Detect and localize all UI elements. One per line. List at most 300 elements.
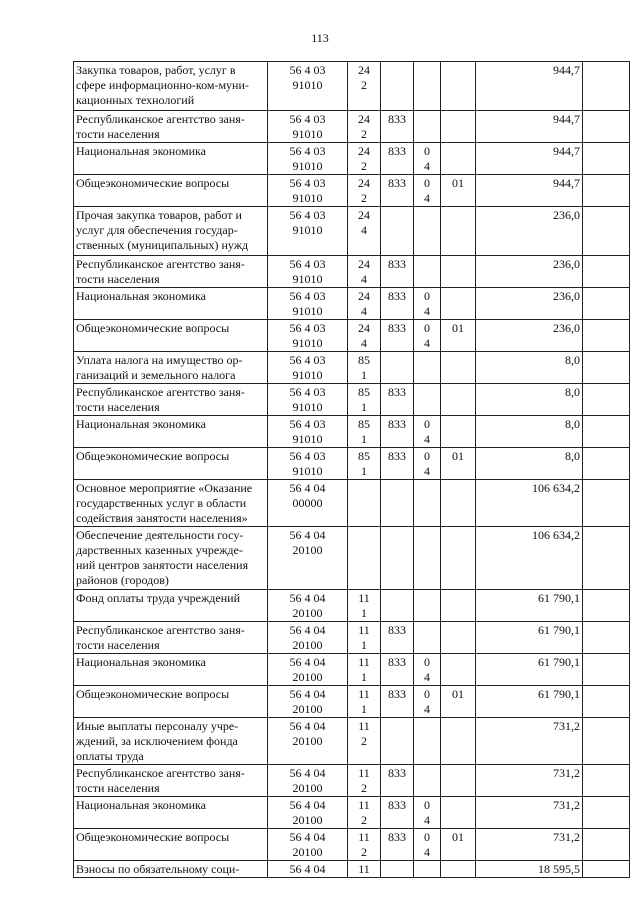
row-empty-cell (583, 207, 630, 256)
vr-line: 2 (361, 845, 367, 859)
row-grbs-cell (381, 718, 414, 765)
code-line: 56 4 03 (289, 449, 326, 463)
row-name-cell (74, 288, 268, 320)
code-line: 20100 (292, 845, 323, 859)
row-empty-cell (583, 256, 630, 288)
row-empty-cell (583, 797, 630, 829)
vr-line: 85 (358, 449, 370, 463)
row-empty-cell (583, 416, 630, 448)
rz-line: 4 (424, 191, 430, 205)
row-code-cell (268, 143, 348, 175)
row-sum-cell (476, 480, 583, 527)
code-line: 56 4 04 (289, 766, 326, 780)
code-line: 56 4 03 (289, 176, 326, 190)
name-line: дарственных казенных учрежде- (76, 543, 243, 557)
table-row (74, 320, 630, 352)
vr-line: 4 (361, 304, 367, 318)
code-line: 20100 (292, 606, 323, 620)
sum-value: 236,0 (553, 208, 580, 222)
row-vr-cell (348, 384, 381, 416)
row-vr-cell (348, 527, 381, 590)
grbs-value: 833 (388, 112, 406, 126)
row-grbs-cell (381, 686, 414, 718)
vr-line: 1 (361, 368, 367, 382)
row-code-cell (268, 654, 348, 686)
code-line: 91010 (292, 159, 323, 173)
name-line: ственных (муниципальных) нужд (76, 238, 249, 252)
row-vr-cell (348, 765, 381, 797)
row-code-cell (268, 829, 348, 861)
row-pr-cell (441, 718, 476, 765)
row-empty-cell (583, 590, 630, 622)
row-code-cell (268, 448, 348, 480)
row-rz-cell (414, 622, 441, 654)
row-grbs-cell (381, 590, 414, 622)
row-name-cell (74, 622, 268, 654)
name-line: Национальная экономика (76, 144, 206, 158)
row-code-cell (268, 207, 348, 256)
code-line: 91010 (292, 336, 323, 350)
name-line: тости населения (76, 781, 160, 795)
row-empty-cell (583, 686, 630, 718)
name-line: Республиканское агентство заня- (76, 766, 245, 780)
row-rz-cell (414, 207, 441, 256)
vr-line: 2 (361, 813, 367, 827)
sum-value: 61 790,1 (538, 623, 580, 637)
row-pr-cell (441, 829, 476, 861)
row-empty-cell (583, 111, 630, 143)
code-line: 56 4 03 (289, 321, 326, 335)
grbs-value: 833 (388, 321, 406, 335)
row-pr-cell (441, 384, 476, 416)
name-line: государственных услуг в области (76, 496, 247, 510)
row-sum-cell (476, 718, 583, 765)
pr-value: 01 (452, 830, 464, 844)
grbs-value: 833 (388, 176, 406, 190)
row-sum-cell (476, 622, 583, 654)
row-code-cell (268, 527, 348, 590)
code-line: 56 4 03 (289, 112, 326, 126)
row-name-cell (74, 654, 268, 686)
row-pr-cell (441, 111, 476, 143)
grbs-value: 833 (388, 385, 406, 399)
sum-value: 236,0 (553, 321, 580, 335)
row-sum-cell (476, 62, 583, 111)
row-rz-cell (414, 654, 441, 686)
code-line: 56 4 03 (289, 289, 326, 303)
code-line: 56 4 03 (289, 353, 326, 367)
row-pr-cell (441, 622, 476, 654)
vr-line: 11 (358, 862, 370, 876)
row-empty-cell (583, 175, 630, 207)
row-grbs-cell (381, 861, 414, 878)
name-line: тости населения (76, 400, 160, 414)
code-line: 00000 (292, 496, 323, 510)
table-row (74, 654, 630, 686)
pr-value: 01 (452, 176, 464, 190)
row-grbs-cell (381, 256, 414, 288)
row-empty-cell (583, 718, 630, 765)
rz-line: 4 (424, 702, 430, 716)
row-name-cell (74, 320, 268, 352)
row-name-cell (74, 111, 268, 143)
vr-line: 24 (358, 208, 370, 222)
code-line: 56 4 03 (289, 63, 326, 77)
name-line: сфере информационно-ком-муни- (76, 78, 249, 92)
row-pr-cell (441, 797, 476, 829)
name-line: Закупка товаров, работ, услуг в (76, 63, 236, 77)
grbs-value: 833 (388, 830, 406, 844)
row-code-cell (268, 62, 348, 111)
row-vr-cell (348, 797, 381, 829)
code-line: 20100 (292, 543, 323, 557)
row-name-cell (74, 718, 268, 765)
row-code-cell (268, 384, 348, 416)
row-code-cell (268, 686, 348, 718)
table-row (74, 480, 630, 527)
name-line: тости населения (76, 127, 160, 141)
sum-value: 106 634,2 (532, 528, 580, 542)
row-rz-cell (414, 352, 441, 384)
row-empty-cell (583, 288, 630, 320)
row-empty-cell (583, 62, 630, 111)
row-rz-cell (414, 480, 441, 527)
pr-value: 01 (452, 449, 464, 463)
sum-value: 61 790,1 (538, 655, 580, 669)
row-pr-cell (441, 861, 476, 878)
row-vr-cell (348, 448, 381, 480)
table-row (74, 352, 630, 384)
code-line: 91010 (292, 432, 323, 446)
table-row (74, 686, 630, 718)
row-pr-cell (441, 288, 476, 320)
grbs-value: 833 (388, 144, 406, 158)
row-pr-cell (441, 686, 476, 718)
name-line: Основное мероприятие «Оказание (76, 481, 253, 495)
sum-value: 944,7 (553, 176, 580, 190)
row-sum-cell (476, 352, 583, 384)
table-row (74, 527, 630, 590)
rz-line: 4 (424, 304, 430, 318)
code-line: 56 4 04 (289, 655, 326, 669)
table-row (74, 765, 630, 797)
row-rz-cell (414, 384, 441, 416)
row-vr-cell (348, 718, 381, 765)
row-rz-cell (414, 111, 441, 143)
row-vr-cell (348, 256, 381, 288)
row-sum-cell (476, 797, 583, 829)
row-sum-cell (476, 654, 583, 686)
sum-value: 61 790,1 (538, 591, 580, 605)
row-code-cell (268, 797, 348, 829)
row-empty-cell (583, 861, 630, 878)
row-vr-cell (348, 622, 381, 654)
row-rz-cell (414, 448, 441, 480)
row-empty-cell (583, 765, 630, 797)
rz-line: 0 (424, 144, 430, 158)
code-line: 20100 (292, 702, 323, 716)
sum-value: 944,7 (553, 144, 580, 158)
name-line: Общеэкономические вопросы (76, 176, 230, 190)
row-pr-cell (441, 207, 476, 256)
row-name-cell (74, 861, 268, 878)
row-sum-cell (476, 590, 583, 622)
vr-line: 1 (361, 432, 367, 446)
row-code-cell (268, 352, 348, 384)
code-line: 56 4 04 (289, 528, 326, 542)
row-grbs-cell (381, 175, 414, 207)
row-rz-cell (414, 175, 441, 207)
table-row (74, 384, 630, 416)
row-rz-cell (414, 861, 441, 878)
code-line: 20100 (292, 638, 323, 652)
row-grbs-cell (381, 622, 414, 654)
row-vr-cell (348, 654, 381, 686)
vr-line: 2 (361, 191, 367, 205)
row-rz-cell (414, 686, 441, 718)
row-name-cell (74, 256, 268, 288)
row-name-cell (74, 797, 268, 829)
row-code-cell (268, 590, 348, 622)
table-row (74, 62, 630, 111)
vr-line: 24 (358, 176, 370, 190)
row-sum-cell (476, 207, 583, 256)
rz-line: 4 (424, 464, 430, 478)
vr-line: 1 (361, 638, 367, 652)
row-grbs-cell (381, 480, 414, 527)
row-code-cell (268, 480, 348, 527)
code-line: 91010 (292, 464, 323, 478)
code-line: 20100 (292, 734, 323, 748)
row-name-cell (74, 480, 268, 527)
row-sum-cell (476, 143, 583, 175)
sum-value: 944,7 (553, 63, 580, 77)
row-vr-cell (348, 62, 381, 111)
vr-line: 24 (358, 257, 370, 271)
row-pr-cell (441, 175, 476, 207)
row-empty-cell (583, 654, 630, 686)
code-line: 91010 (292, 78, 323, 92)
vr-line: 11 (358, 798, 370, 812)
row-sum-cell (476, 686, 583, 718)
code-line: 56 4 04 (289, 798, 326, 812)
row-sum-cell (476, 861, 583, 878)
name-line: кационных технологий (76, 93, 195, 107)
grbs-value: 833 (388, 417, 406, 431)
row-vr-cell (348, 829, 381, 861)
row-code-cell (268, 111, 348, 143)
row-code-cell (268, 288, 348, 320)
name-line: ний центров занятости населения (76, 558, 249, 572)
name-line: тости населения (76, 638, 160, 652)
row-empty-cell (583, 829, 630, 861)
code-line: 20100 (292, 670, 323, 684)
row-grbs-cell (381, 829, 414, 861)
row-pr-cell (441, 654, 476, 686)
sum-value: 8,0 (565, 385, 580, 399)
rz-line: 0 (424, 321, 430, 335)
row-grbs-cell (381, 765, 414, 797)
row-empty-cell (583, 527, 630, 590)
rz-line: 0 (424, 417, 430, 431)
row-code-cell (268, 416, 348, 448)
grbs-value: 833 (388, 257, 406, 271)
sum-value: 18 595,5 (538, 862, 580, 876)
name-line: районов (городов) (76, 573, 169, 587)
rz-line: 0 (424, 830, 430, 844)
name-line: содействия занятости населения» (76, 511, 248, 525)
vr-line: 4 (361, 272, 367, 286)
code-line: 56 4 04 (289, 481, 326, 495)
vr-line: 24 (358, 63, 370, 77)
rz-line: 0 (424, 798, 430, 812)
vr-line: 2 (361, 78, 367, 92)
row-pr-cell (441, 256, 476, 288)
grbs-value: 833 (388, 687, 406, 701)
sum-value: 106 634,2 (532, 481, 580, 495)
grbs-value: 833 (388, 623, 406, 637)
code-line: 91010 (292, 272, 323, 286)
sum-value: 236,0 (553, 289, 580, 303)
vr-line: 11 (358, 766, 370, 780)
row-rz-cell (414, 143, 441, 175)
row-vr-cell (348, 861, 381, 878)
vr-line: 1 (361, 606, 367, 620)
pr-value: 01 (452, 687, 464, 701)
grbs-value: 833 (388, 766, 406, 780)
vr-line: 24 (358, 321, 370, 335)
row-vr-cell (348, 590, 381, 622)
row-name-cell (74, 765, 268, 797)
row-vr-cell (348, 111, 381, 143)
pr-value: 01 (452, 321, 464, 335)
row-sum-cell (476, 320, 583, 352)
row-sum-cell (476, 288, 583, 320)
code-line: 91010 (292, 368, 323, 382)
name-line: услуг для обеспечения государ- (76, 223, 238, 237)
row-code-cell (268, 718, 348, 765)
rz-line: 0 (424, 655, 430, 669)
code-line: 20100 (292, 813, 323, 827)
row-grbs-cell (381, 448, 414, 480)
code-line: 91010 (292, 223, 323, 237)
row-pr-cell (441, 143, 476, 175)
row-name-cell (74, 416, 268, 448)
vr-line: 24 (358, 289, 370, 303)
row-empty-cell (583, 143, 630, 175)
grbs-value: 833 (388, 798, 406, 812)
row-rz-cell (414, 62, 441, 111)
sum-value: 61 790,1 (538, 687, 580, 701)
budget-table (73, 61, 630, 878)
row-vr-cell (348, 320, 381, 352)
row-vr-cell (348, 175, 381, 207)
name-line: Взносы по обязательному соци- (76, 862, 240, 876)
name-line: Общеэкономические вопросы (76, 449, 230, 463)
table-row (74, 829, 630, 861)
row-pr-cell (441, 765, 476, 797)
table-row (74, 448, 630, 480)
code-line: 56 4 03 (289, 144, 326, 158)
grbs-value: 833 (388, 655, 406, 669)
row-vr-cell (348, 416, 381, 448)
row-rz-cell (414, 288, 441, 320)
row-grbs-cell (381, 797, 414, 829)
table-row (74, 207, 630, 256)
rz-line: 0 (424, 687, 430, 701)
rz-line: 0 (424, 176, 430, 190)
table-row (74, 622, 630, 654)
name-line: Национальная экономика (76, 417, 206, 431)
vr-line: 11 (358, 687, 370, 701)
name-line: Иные выплаты персоналу учре- (76, 719, 239, 733)
row-name-cell (74, 207, 268, 256)
table-row (74, 797, 630, 829)
vr-line: 1 (361, 670, 367, 684)
name-line: Национальная экономика (76, 289, 206, 303)
row-grbs-cell (381, 143, 414, 175)
row-code-cell (268, 622, 348, 654)
sum-value: 944,7 (553, 112, 580, 126)
row-sum-cell (476, 829, 583, 861)
name-line: Национальная экономика (76, 655, 206, 669)
name-line: Общеэкономические вопросы (76, 321, 230, 335)
vr-line: 2 (361, 127, 367, 141)
row-sum-cell (476, 256, 583, 288)
rz-line: 4 (424, 813, 430, 827)
row-rz-cell (414, 829, 441, 861)
name-line: Общеэкономические вопросы (76, 830, 230, 844)
name-line: Национальная экономика (76, 798, 206, 812)
table-row (74, 111, 630, 143)
row-empty-cell (583, 320, 630, 352)
vr-line: 1 (361, 702, 367, 716)
table-row (74, 175, 630, 207)
vr-line: 11 (358, 623, 370, 637)
row-vr-cell (348, 352, 381, 384)
vr-line: 11 (358, 591, 370, 605)
sum-value: 8,0 (565, 449, 580, 463)
table-row (74, 416, 630, 448)
vr-line: 2 (361, 159, 367, 173)
row-grbs-cell (381, 62, 414, 111)
row-sum-cell (476, 175, 583, 207)
row-code-cell (268, 175, 348, 207)
sum-value: 8,0 (565, 417, 580, 431)
sum-value: 731,2 (553, 830, 580, 844)
vr-line: 11 (358, 830, 370, 844)
row-name-cell (74, 448, 268, 480)
row-rz-cell (414, 320, 441, 352)
vr-line: 4 (361, 336, 367, 350)
name-line: Обеспечение деятельности госу- (76, 528, 244, 542)
row-vr-cell (348, 480, 381, 527)
code-line: 91010 (292, 191, 323, 205)
row-pr-cell (441, 590, 476, 622)
code-line: 56 4 03 (289, 257, 326, 271)
table-row (74, 861, 630, 878)
code-line: 56 4 04 (289, 687, 326, 701)
row-grbs-cell (381, 352, 414, 384)
row-sum-cell (476, 448, 583, 480)
row-empty-cell (583, 352, 630, 384)
vr-line: 4 (361, 223, 367, 237)
row-rz-cell (414, 797, 441, 829)
sum-value: 8,0 (565, 353, 580, 367)
grbs-value: 833 (388, 289, 406, 303)
row-grbs-cell (381, 320, 414, 352)
row-grbs-cell (381, 207, 414, 256)
